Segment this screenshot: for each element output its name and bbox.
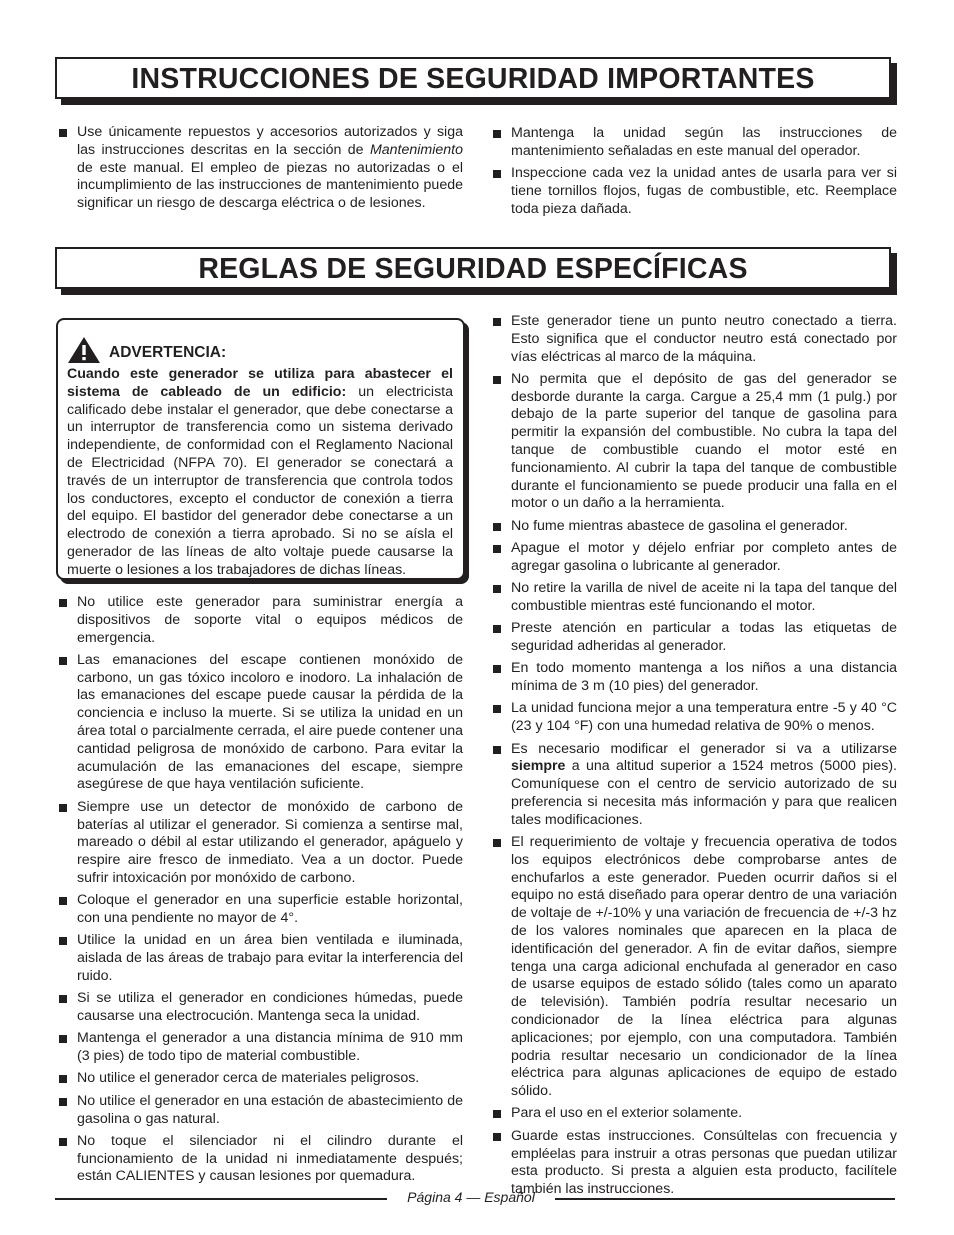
bullet-square-icon	[493, 839, 501, 847]
section-title-important-safety: INSTRUCCIONES DE SEGURIDAD IMPORTANTES	[55, 57, 891, 99]
bullet-square-icon	[493, 170, 501, 178]
bullet-square-icon	[59, 995, 67, 1003]
bullet-square-icon	[493, 318, 501, 326]
bullet-square-icon	[59, 897, 67, 905]
item-text: Mantenga el generador a una distancia mínima de 910 mm (3 pies) de todo tipo de material combustible.	[77, 1030, 463, 1065]
list-item	[57, 1030, 463, 1066]
list-item	[491, 540, 897, 576]
warning-body-text: un electricista calificado debe instalar el generador, que debe conectarse a un interruptor de transferencia como un sistema derivado independiente, de conformidad con el Reglamento Nacional de Electricidad (NFPA 70). El generador se conectará a través de un interruptor de transferencia que controla todos los conductores, excepto el conductor de conexión a tierra del equipo. El bastidor del generador debe conectarse a un electrodo de conexión a tierra aprobado. Si no se aísla el generador de las líneas de alto voltaje puede causarse la muerte o lesiones a los trabajadores de dichas líneas.	[67, 383, 454, 578]
bullet-square-icon	[493, 585, 501, 593]
item-text: No utilice el generador cerca de materiales peligrosos.	[77, 1070, 420, 1087]
item-text: El requerimiento de voltaje y frecuencia operativa de todos los equipos electrónicos debe comprobarse antes de enchufarlos a este generador. Pueden ocurrir daños si el equipo no está diseñado para operar dentro de una variación de voltaje de +/-10% y una variación de frecuencia de +/-3 hz de los valores nominales que aparecen en la placa de identificación del generador. A fin de evitar daños, siempre tenga una carga adicional enchufada al generador en caso de usarse equipos de estado sólido (tales como un aparato de televisión). También podría resultar necesario un condicionador de la línea eléctrica para algunas aplicaciones; por ejemplo, con una computadora. También podria resultar necesario un condicionador de la línea eléctrica para algunas aplicaciones de equipo de estado sólido.	[511, 834, 897, 1100]
bullet-square-icon	[493, 665, 501, 673]
item-text: En todo momento mantenga a los niños a una distancia mínima de 3 m (10 pies) del generador.	[511, 660, 897, 695]
warning-bold-text: Cuando este generador se utiliza para abastecer el sistema de cableado de un edificio:	[67, 366, 453, 400]
item-text: No utilice este generador para suministrar energía a dispositivos de soporte vital o equipos médicos de emergencia.	[77, 594, 463, 646]
item-text: Inspeccione cada vez la unidad antes de usarla para ver si tiene tornillos flojos, fugas de combustible, etc. Reemplace toda pieza dañada.	[511, 165, 897, 217]
bullet-square-icon	[59, 599, 67, 607]
list-item	[491, 371, 897, 513]
list-item	[491, 313, 897, 366]
list-item	[57, 652, 463, 794]
warning-title: ADVERTENCIA:	[109, 344, 227, 362]
bullet-square-icon	[59, 1075, 67, 1083]
list-item	[57, 594, 463, 647]
page-footer-label: Página 4 — Español	[407, 1189, 535, 1205]
item-text-bold: siempre	[511, 758, 566, 775]
bullet-square-icon	[59, 937, 67, 945]
important-safety-left-column	[57, 124, 463, 217]
bullet-square-icon	[493, 705, 501, 713]
item-text: Las emanaciones del escape contienen monóxido de carbono, un gas tóxico incoloro e inodoro. La inhalación de las emanaciones del escape puede causar la pérdida de la conciencia e incluso la muerte. Si se utiliza la unidad en un área total o parcialmente cerrada, el aire puede contener una cantidad peligrosa de monóxido de carbono. Para evitar la acumulación de las emanaciones del escape, siempre asegúrese de que haya ventilación suficiente.	[77, 651, 463, 793]
list-item	[491, 518, 897, 536]
list-item	[57, 124, 463, 213]
item-text: Apague el motor y déjelo enfriar por completo antes de agregar gasolina o lubricante al generador.	[511, 540, 897, 574]
list-item	[57, 990, 463, 1026]
bullet-square-icon	[493, 1110, 501, 1118]
list-item	[57, 932, 463, 985]
list-item	[57, 1133, 463, 1186]
list-item	[491, 125, 897, 161]
item-text: Utilice la unidad en un área bien ventilada e iluminada, aislada de las áreas de trabajo para evitar la interferencia del ruido.	[77, 932, 463, 984]
item-text: No retire la varilla de nivel de aceite ni la tapa del tanque del combustible mientras esté funcionando el motor.	[511, 580, 897, 614]
bullet-square-icon	[493, 1133, 501, 1141]
list-item	[491, 834, 897, 1101]
item-text: Siempre use un detector de monóxido de carbono de baterías al utilizar el generador. Si comienza a sentirse mal, mareado o débil al estar utilizando el generador, apáguelo y respire aire fresco de inmediato. Vea a un doctor. Puede sufrir intoxicación por monóxido de carbono.	[77, 798, 463, 886]
item-text: Mantenga la unidad según las instrucciones de mantenimiento señaladas en este manual del operador.	[511, 125, 897, 159]
footer-rule-left	[55, 1198, 387, 1200]
item-text: Para el uso en el exterior solamente.	[511, 1105, 743, 1122]
bullet-square-icon	[59, 1098, 67, 1106]
item-text: Guarde estas instrucciones. Consúltelas con frecuencia y empléelas para instruir a otras personas que puedan utilizar esta producto. Si presta a alguien esta producto, facilítele también las instrucciones.	[511, 1127, 897, 1198]
specific-rules-right-column	[491, 313, 897, 1203]
item-text: Este generador tiene un punto neutro conectado a tierra. Esto significa que el conductor neutro está conectado por vías eléctricas al marco de la máquina.	[511, 313, 897, 365]
bullet-square-icon	[493, 545, 501, 553]
item-text-post: a una altitud superior a 1524 metros (5000 pies). Comuníquese con el centro de servicio autorizado de su preferencia si necesita más información y para que realicen tales modificaciones.	[511, 758, 897, 828]
list-item	[57, 1093, 463, 1129]
item-text: No toque el silenciador ni el cilindro durante el funcionamiento de la unidad ni inmediatamente después; están CALIENTES y causan lesiones por quemadura.	[77, 1132, 463, 1185]
item-text-pre: Es necesario modificar el generador si va a utilizarse	[511, 740, 897, 757]
warning-text	[67, 366, 453, 580]
list-item	[491, 165, 897, 218]
item-text: No permita que el depósito de gas del generador se desborde durante la carga. Cargue a 25,4 mm (1 pulg.) por debajo de la parte superior del tanque de gasolina para permitir la expansión del combustible. No cubra la tapa del tanque de combustible cuando el motor esté en funcionamiento. Al cubrir la tapa del tanque de combustible durante el funcionamiento se puede producir una falla en el motor o un daño a la herramienta.	[511, 370, 897, 512]
bullet-square-icon	[493, 376, 501, 384]
list-item	[491, 660, 897, 696]
item-text: Coloque el generador en una superficie estable horizontal, con una pendiente no mayor de 4°.	[77, 892, 463, 927]
warning-box	[56, 318, 465, 580]
bullet-square-icon	[59, 1138, 67, 1146]
item-text: La unidad funciona mejor a una temperatura entre -5 y 40 °C (23 y 104 °F) con una humedad relativa de 90% o menos.	[511, 700, 897, 735]
list-item	[491, 580, 897, 616]
bullet-square-icon	[59, 1035, 67, 1043]
list-item	[491, 741, 897, 830]
list-item	[57, 799, 463, 888]
bullet-square-icon	[493, 746, 501, 754]
list-item	[491, 1105, 897, 1123]
section-title-specific-rules: REGLAS DE SEGURIDAD ESPECÍFICAS	[55, 247, 891, 289]
item-text-emphasis: Mantenimiento	[369, 141, 463, 158]
specific-rules-left-column	[57, 594, 463, 1191]
list-item	[57, 1070, 463, 1088]
item-text: Si se utiliza el generador en condiciones húmedas, puede causarse una electrocución. Mantenga seca la unidad.	[77, 990, 463, 1025]
list-item	[491, 700, 897, 736]
warning-triangle-icon	[67, 336, 101, 364]
warning-header	[67, 342, 453, 364]
bullet-square-icon	[493, 523, 501, 531]
bullet-square-icon	[493, 625, 501, 633]
footer-rule-right	[555, 1198, 895, 1200]
bullet-square-icon	[59, 129, 67, 137]
list-item	[57, 892, 463, 928]
bullet-square-icon	[59, 804, 67, 812]
item-text-post: de este manual. El empleo de piezas no autorizadas o el incumplimiento de las instrucciones de mantenimiento puede significar un riesgo de descarga eléctrica o de lesiones.	[77, 159, 463, 212]
item-text: Preste atención en particular a todas las etiquetas de seguridad adheridas al generador.	[511, 620, 897, 655]
bullet-square-icon	[59, 657, 67, 665]
item-text-pre: Use únicamente repuestos y accesorios autorizados y siga las instrucciones descritas en la sección de	[77, 124, 463, 158]
important-safety-right-column	[491, 125, 897, 223]
item-text: No fume mientras abastece de gasolina el generador.	[511, 517, 848, 534]
list-item	[491, 620, 897, 656]
bullet-square-icon	[493, 130, 501, 138]
item-text: No utilice el generador en una estación de abastecimiento de gasolina o gas natural.	[77, 1092, 463, 1127]
